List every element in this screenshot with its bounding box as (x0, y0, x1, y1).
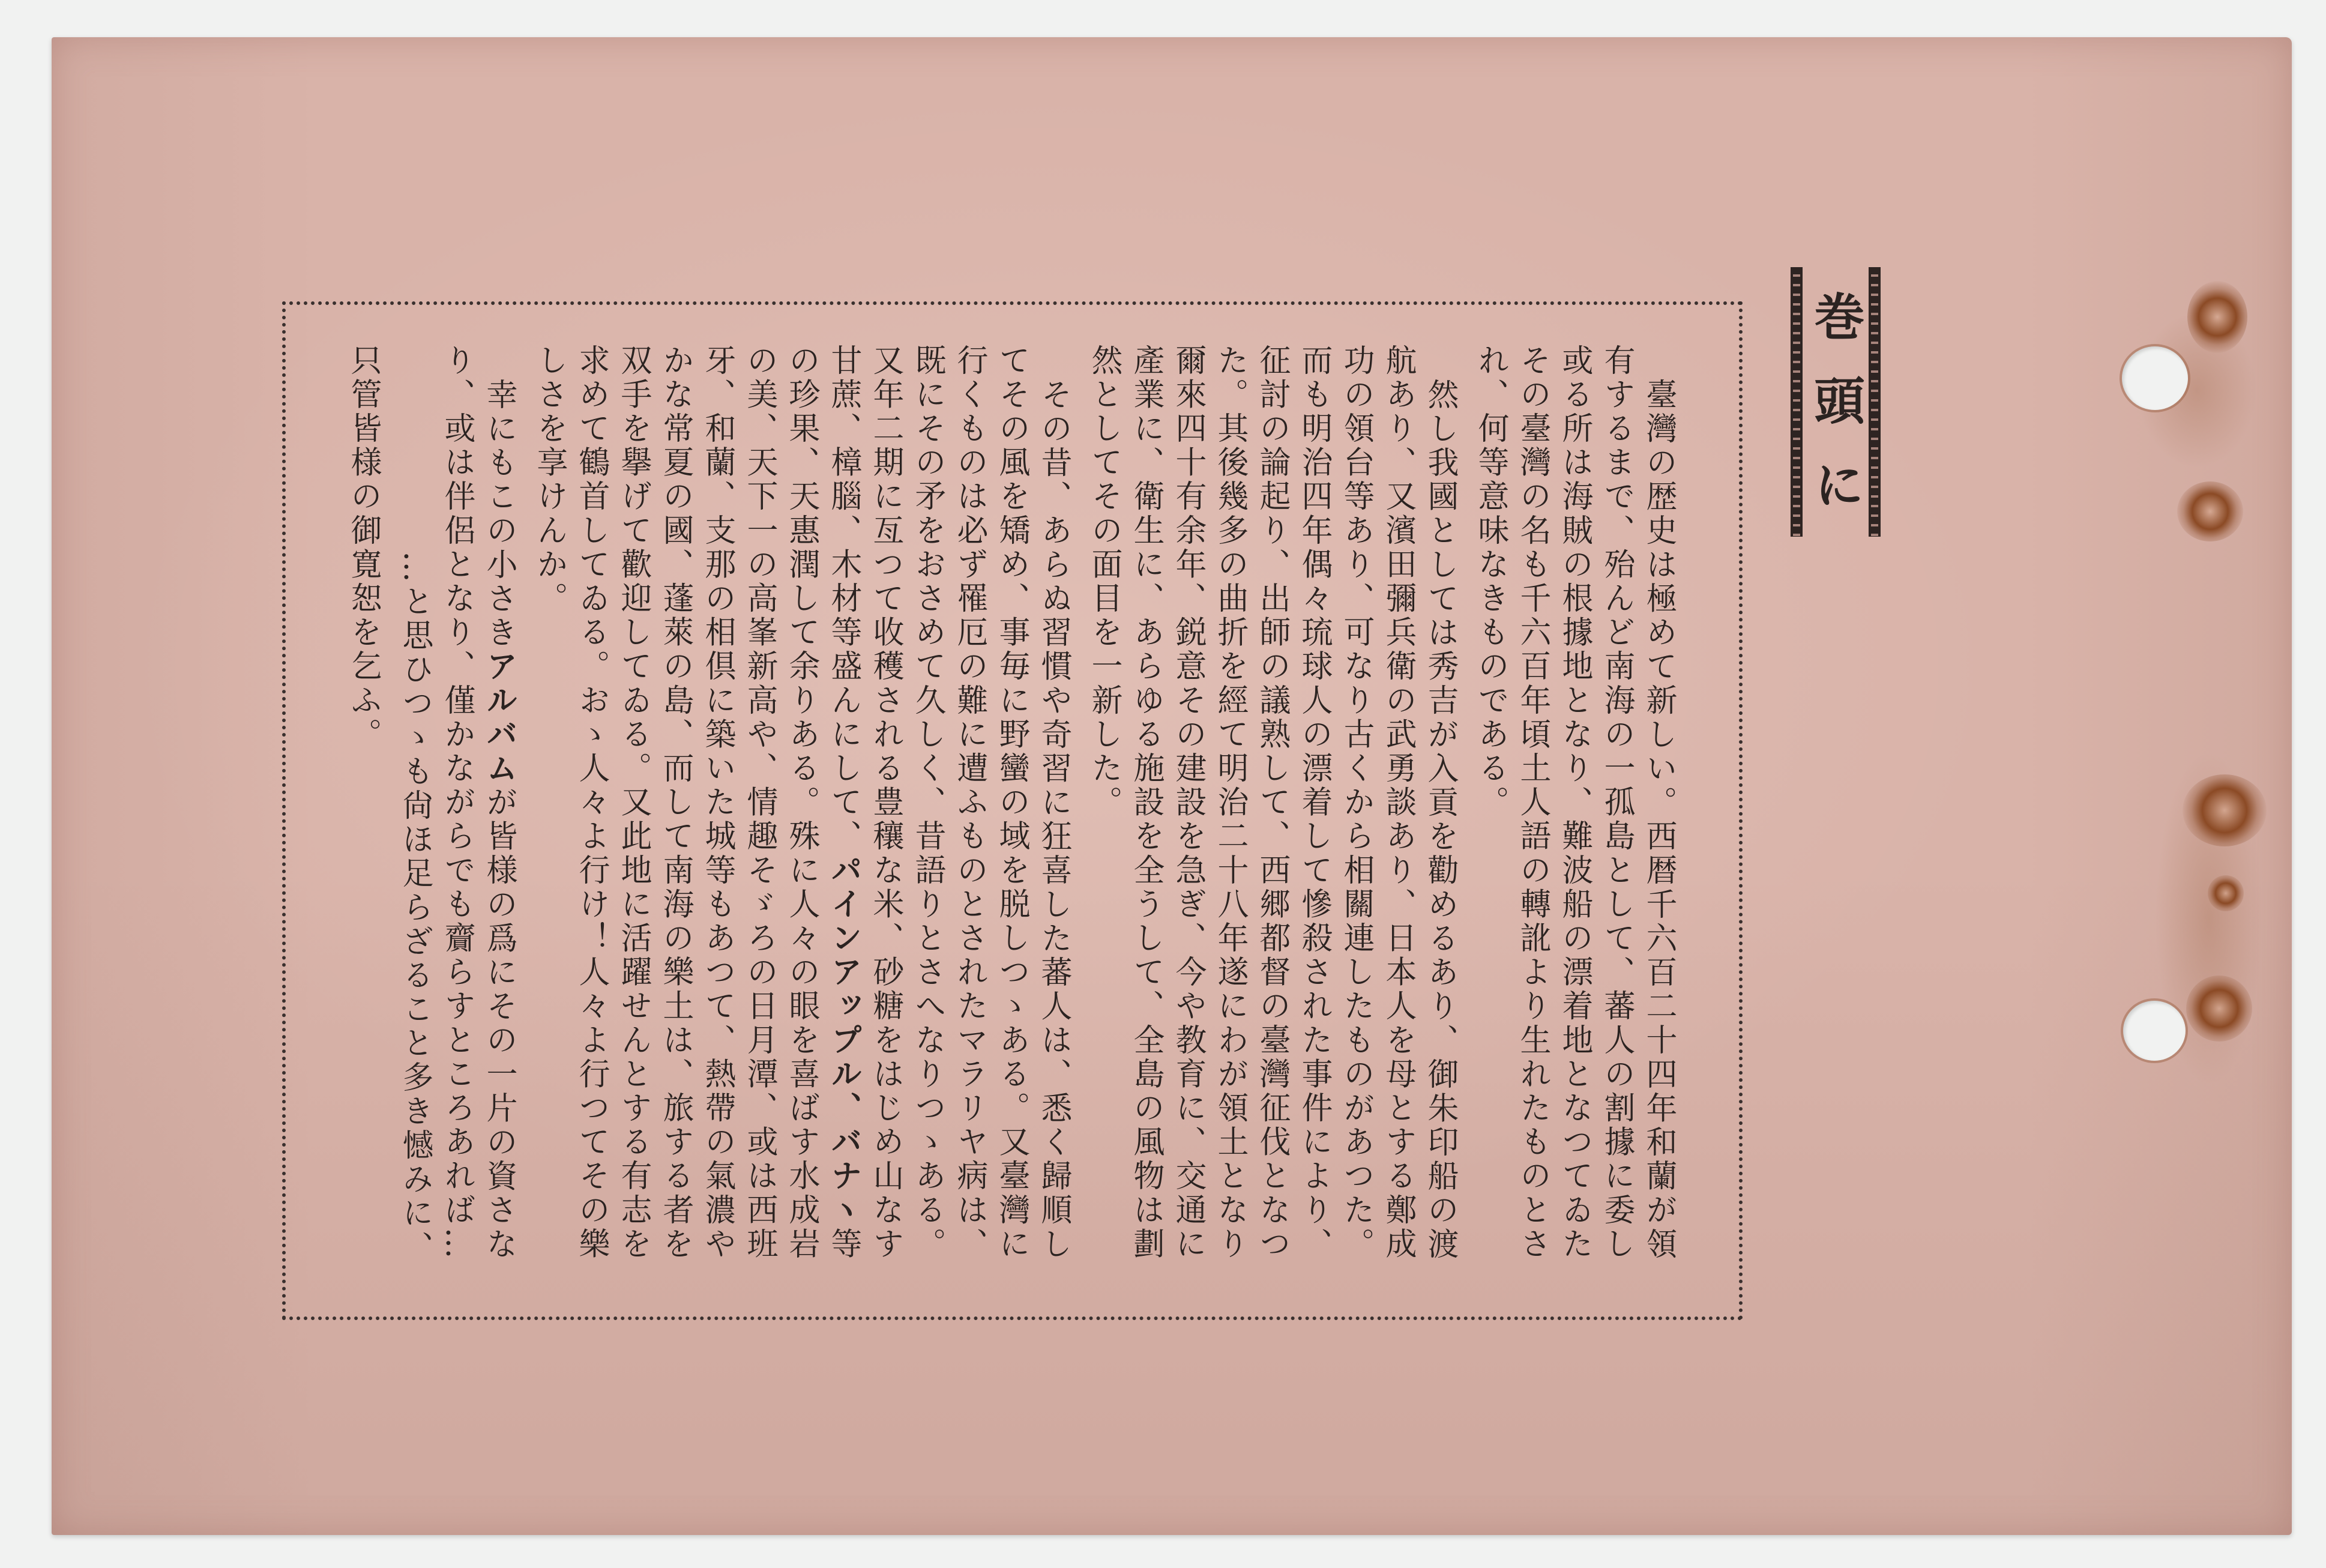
rust-stain (2187, 281, 2247, 353)
bold-text-segment: パインアップル、バナヽ (825, 854, 862, 1228)
section-title: 巻頭に (1806, 291, 1865, 543)
text-column: 双手を擧げて歡迎してゐる。又此地に活躍せんとする有志を (615, 344, 651, 1262)
text-column: 又年二期に亙つて收穫される豊穰な米、砂糖をはじめ山なす (867, 344, 903, 1262)
rust-stain (2177, 481, 2243, 541)
text-segment: 甘蔗、樟腦、木材等盛んにして、 (825, 344, 861, 854)
text-column: てその風を矯め、事毎に野蠻の域を脱しつゝある。又臺灣に (993, 344, 1029, 1262)
text-column (478, 344, 520, 1265)
text-column: 或る所は海賊の根據地となり、難波船の漂着地となつてゐた (1556, 344, 1592, 1262)
text-column: 行くものは必ず罹厄の難に遭ふものとされたマラリヤ病は、 (951, 344, 987, 1262)
text-column: 產業に、衛生に、あらゆる施設を全うして、全島の風物は劃 (1128, 344, 1164, 1262)
text-column: 征討の論起り、出師の議熟して、西郷都督の臺灣征伐となつ (1254, 344, 1290, 1262)
text-segment: 等 (825, 1227, 861, 1262)
text-column: しさを享けんか。 (531, 344, 567, 616)
title-frame-bar (1869, 267, 1881, 537)
text-column: その昔、あらぬ習慣や奇習に狂喜した蕃人は、悉く歸順し (1035, 378, 1071, 1262)
text-column: 有するまで、殆んど南海の一孤島として、蕃人の割據に委し (1598, 344, 1635, 1262)
body-text (342, 344, 1680, 1265)
text-column: 求めて鶴首してゐる。おゝ人々よ行け！人々よ行つてその樂 (573, 344, 609, 1262)
rust-stain (2208, 875, 2244, 911)
text-column: 既にその矛をおさめて久しく、昔語りとさへなりつゝある。 (909, 344, 945, 1262)
text-column: た。其後幾多の曲折を經て明治二十八年遂にわが領土となり (1212, 344, 1248, 1262)
title-frame (1791, 267, 1881, 543)
text-column: り、或は伴侶となり、僅かながらでも齎らすところあれば… (439, 344, 475, 1262)
text-segment: 幸にもこの小さき (481, 378, 517, 650)
text-column: 然し我國としては秀吉が入貢を勸めるあり、御朱印船の渡 (1422, 378, 1458, 1262)
text-column: 航あり、又濱田彌兵衛の武勇談あり、日本人を母とする鄭成 (1380, 344, 1416, 1262)
text-column (822, 344, 864, 1265)
text-column: 牙、和蘭、支那の相倶に築いた城等もあつて、熱帶の氣濃や (699, 344, 735, 1262)
text-column: かな常夏の國、蓬萊の島、而して南海の樂土は、旅する者を (657, 344, 693, 1262)
binding-hole (2122, 346, 2188, 410)
rust-stain (2183, 774, 2267, 846)
text-column: れ、何等意味なきものである。 (1472, 344, 1508, 820)
rust-stain (2186, 975, 2252, 1042)
text-column: の珍果、天惠潤して余りある。殊に人々の眼を喜ばす水成岩 (783, 344, 819, 1262)
text-column: 然としてその面目を一新した。 (1086, 344, 1122, 820)
text-column: 而も明治四年偶々琉球人の漂着して慘殺された事件により、 (1296, 344, 1332, 1262)
text-column: その臺灣の名も千六百年頃土人語の轉訛より生れたものとさ (1514, 344, 1550, 1262)
text-column: 只管皆様の御寛恕を乞ふ。 (345, 344, 381, 752)
text-segment: が皆様の爲にその一片の資さな (481, 785, 517, 1262)
text-column: 臺灣の歴史は極めて新しい。西暦千六百二十四年和蘭が領 (1641, 378, 1677, 1262)
text-column: 爾來四十有余年、鋭意その建設を急ぎ、今や教育に、交通に (1170, 344, 1206, 1262)
text-column: 功の領台等あり、可なり古くから相關連したものがあつた。 (1338, 344, 1374, 1262)
bold-text-segment: アルバム (481, 650, 517, 786)
title-frame-bar (1791, 267, 1803, 537)
text-column: の美、天下一の高峯新高や、情趣そゞろの日月潭、或は西班 (741, 344, 777, 1262)
binding-hole (2123, 1001, 2186, 1061)
text-column: …と思ひつゝも尙ほ足らざること多き憾みに、 (397, 551, 433, 1265)
